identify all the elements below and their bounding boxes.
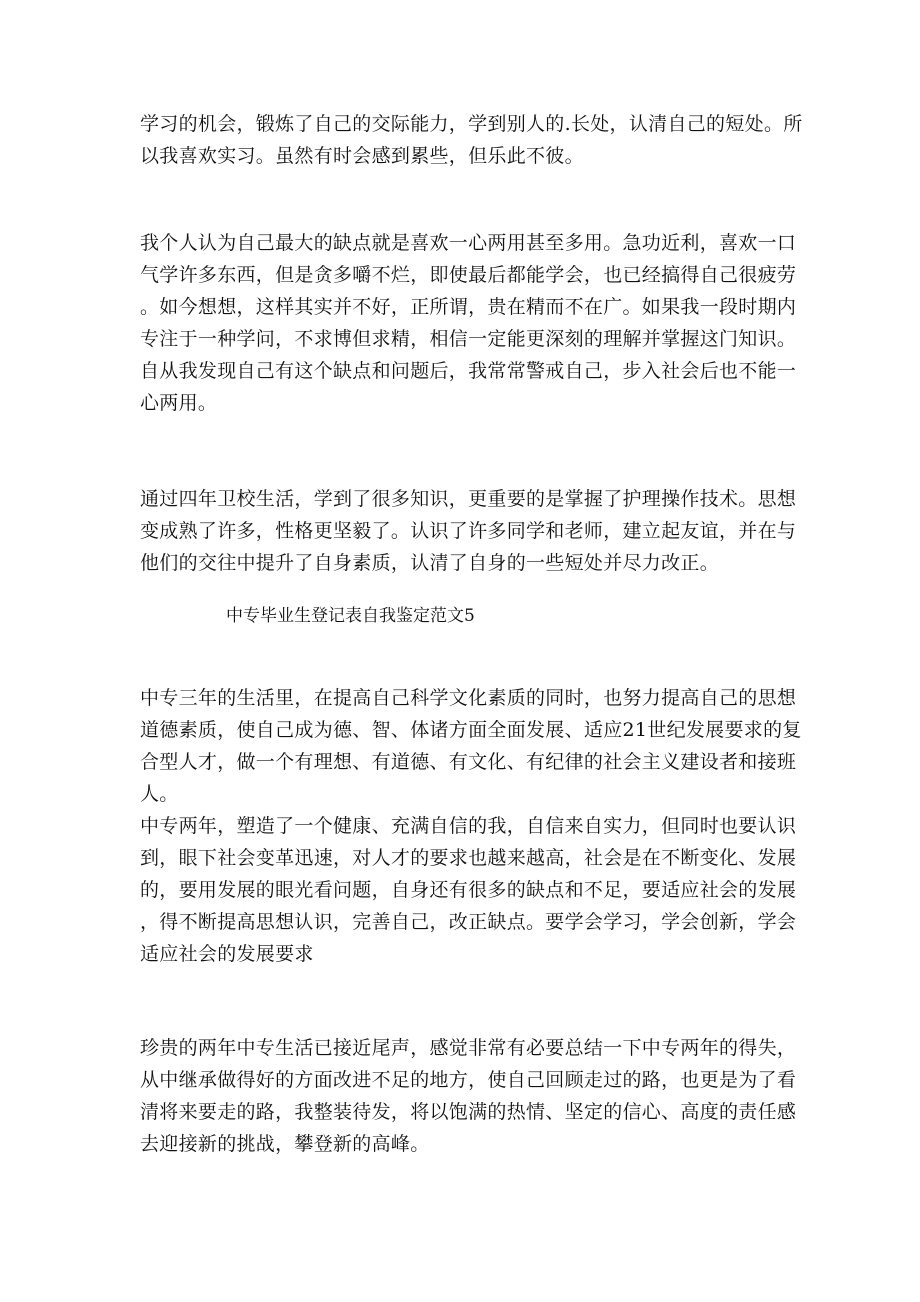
text-line: 专注于一种学问，不求博但求精，相信一定能更深刻的理解并掌握这门知识。: [140, 328, 797, 350]
paragraph-conclusion: [140, 1032, 797, 1160]
paragraph-nursing-school: [140, 483, 797, 579]
text-line: 中专三年的生活里，在提高自己科学文化素质的同时，也努力提高自己的思想: [140, 687, 797, 709]
text-line: 到，眼下社会变革迅速，对人才的要求也越来越高，社会是在不断变化、发展: [140, 847, 797, 869]
text-line: 珍贵的两年中专生活已接近尾声，感觉非常有必要总结一下中专两年的得失，: [140, 1037, 797, 1059]
text-line: 清将来要走的路，我整装待发，将以饱满的热情、坚定的信心、高度的责任感: [140, 1101, 797, 1123]
text-line: 。如今想想，这样其实并不好，正所谓，贵在精而不在广。如果我一段时期内: [140, 296, 797, 318]
section-heading: 中专毕业生登记表自我鉴定范文5: [226, 606, 475, 626]
text-line: 通过四年卫校生活，学到了很多知识，更重要的是掌握了护理操作技术。思想: [140, 488, 797, 510]
text-line: 的，要用发展的眼光看问题，自身还有很多的缺点和不足，要适应社会的发展: [140, 879, 797, 901]
text-line: 人。: [140, 783, 179, 805]
paragraph-internship: [140, 108, 803, 172]
text-line: ，得不断提高思想认识，完善自己，改正缺点。要学会学习，学会创新，学会: [140, 911, 797, 933]
text-line: 学习的机会，锻炼了自己的交际能力，学到别人的.长处，认清自己的短处。所: [140, 113, 803, 135]
text-line: 变成熟了许多，性格更坚毅了。认识了许多同学和老师，建立起友谊，并在与: [140, 520, 797, 542]
text-line: 他们的交往中提升了自身素质，认清了自身的一些短处并尽力改正。: [140, 552, 720, 574]
text-line: 心两用。: [140, 392, 218, 414]
text-line: 合型人才，做一个有理想、有道德、有文化、有纪律的社会主义建设者和接班: [140, 751, 797, 773]
text-line: 以我喜欢实习。虽然有时会感到累些，但乐此不彼。: [140, 145, 584, 167]
text-line: 自从我发现自己有这个缺点和问题后，我常常警戒自己，步入社会后也不能一: [140, 360, 797, 382]
text-line: 道德素质，使自己成为德、智、体诸方面全面发展、适应21世纪发展要求的复: [140, 719, 802, 741]
text-line: 中专两年，塑造了一个健康、充满自信的我，自信来自实力，但同时也要认识: [140, 815, 797, 837]
text-line: 气学许多东西，但是贪多嚼不烂，即使最后都能学会，也已经搞得自己很疲劳: [140, 264, 797, 286]
text-line: 我个人认为自己最大的缺点就是喜欢一心两用甚至多用。急功近利，喜欢一口: [140, 232, 797, 254]
text-line: 去迎接新的挑战，攀登新的高峰。: [140, 1133, 430, 1155]
text-line: 从中继承做得好的方面改进不足的地方，使自己回顾走过的路，也更是为了看: [140, 1069, 797, 1091]
paragraph-shortcomings: [140, 227, 797, 419]
text-line: 适应社会的发展要求: [140, 943, 314, 965]
paragraph-three-years: [140, 682, 802, 970]
